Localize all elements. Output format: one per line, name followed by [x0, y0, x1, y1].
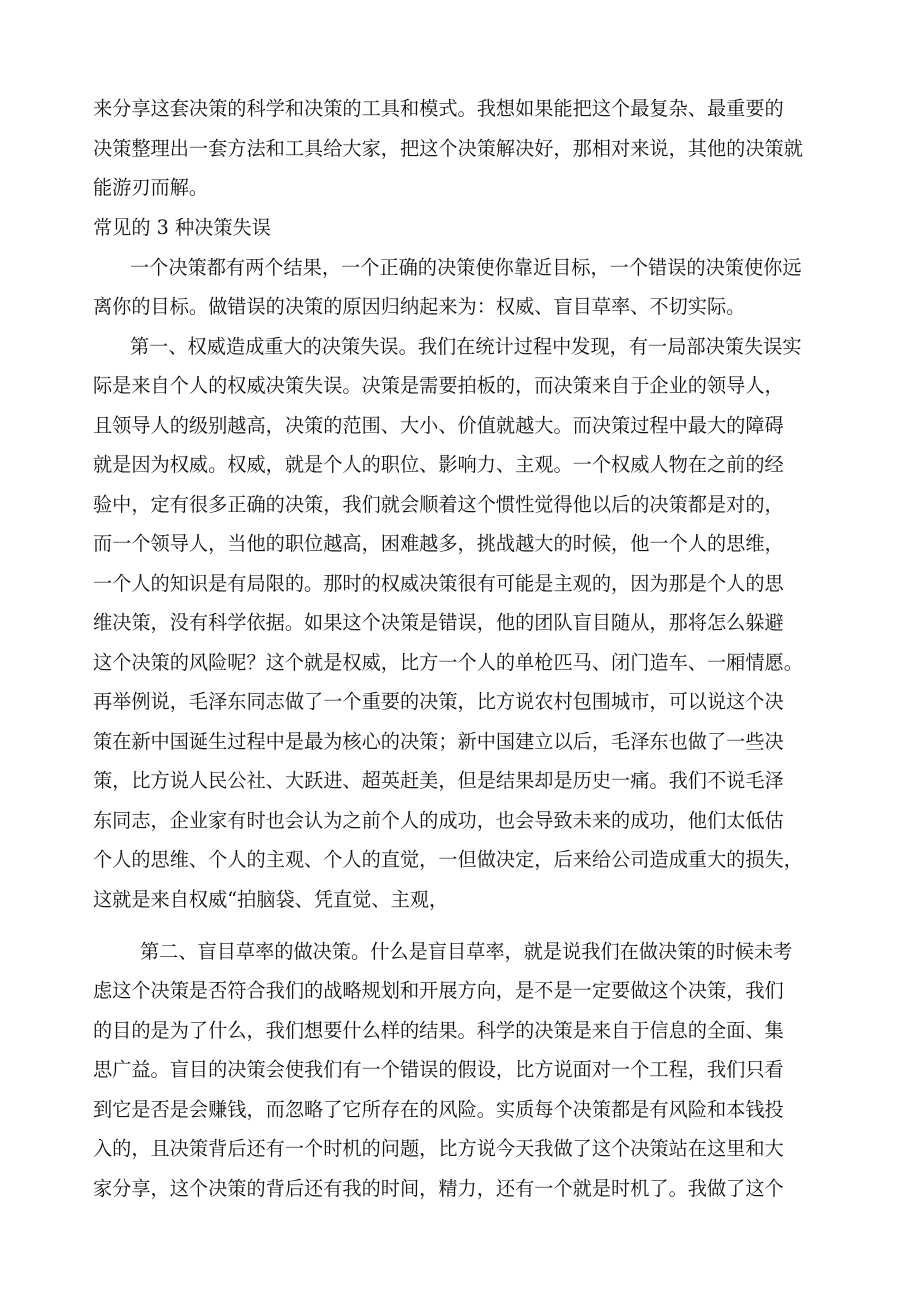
text-line: 这就是来自权威“拍脑袋、凭直觉、主观， — [93, 888, 449, 911]
text-line: 的目的是为了什么，我们想要什么样的结果。科学的决策是来自于信息的全面、集 — [93, 1019, 784, 1042]
text-line: 第二、盲目草率的做决策。什么是盲目草率，就是说我们在做决策的时候未考 — [140, 940, 793, 963]
text-line: 来分享这套决策的科学和决策的工具和模式。我想如果能把这个最复杂、最重要的 — [93, 97, 784, 120]
text-line: 入的，且决策背后还有一个时机的问题，比方说今天我做了这个决策站在这里和大 — [93, 1137, 784, 1160]
text-line: 家分享，这个决策的背后还有我的时间，精力，还有一个就是时机了。我做了这个 — [93, 1177, 784, 1200]
text-line: 策在新中国诞生过程中是最为核心的决策；新中国建立以后，毛泽东也做了一些决 — [93, 730, 784, 753]
text-line: 际是来自个人的权威决策失误。决策是需要拍板的，而决策来自于企业的领导人， — [93, 374, 784, 397]
text-line: 而一个领导人，当他的职位越高，困难越多，挑战越大的时候，他一个人的思维， — [93, 532, 784, 555]
text-line: 就是因为权威。权威，就是个人的职位、影响力、主观。一个权威人物在之前的经 — [93, 453, 784, 476]
section-heading: 常见的 3 种决策失误 — [93, 216, 271, 239]
text-line: 虑这个决策是否符合我们的战略规划和开展方向，是不是一定要做这个决策，我们 — [93, 979, 784, 1002]
text-line: 决策整理出一套方法和工具给大家，把这个决策解决好，那相对来说，其他的决策就 — [93, 137, 803, 160]
text-line: 能游刃而解。 — [93, 176, 209, 199]
text-line: 离你的目标。做错误的决策的原因归纳起来为：权威、盲目草率、不切实际。 — [93, 295, 746, 318]
text-line: 且领导人的级别越高，决策的范围、大小、价值就越大。而决策过程中最大的障碍 — [93, 414, 784, 437]
text-line: 东同志，企业家有时也会认为之前个人的成功，也会导致未来的成功，他们太低估 — [93, 809, 784, 832]
text-line: 一个决策都有两个结果，一个正确的决策使你靠近目标，一个错误的决策使你远 — [130, 256, 802, 279]
text-line: 策，比方说人民公社、大跃进、超英赶美，但是结果却是历史一痛。我们不说毛泽 — [93, 769, 784, 792]
text-line: 一个人的知识是有局限的。那时的权威决策很有可能是主观的，因为那是个人的思 — [93, 572, 784, 595]
text-line: 再举例说，毛泽东同志做了一个重要的决策，比方说农村包围城市，可以说这个决 — [93, 690, 784, 713]
text-line: 个人的思维、个人的主观、个人的直觉，一但做决定，后来给公司造成重大的损失， — [93, 848, 803, 871]
text-line: 第一、权威造成重大的决策失误。我们在统计过程中发现，有一局部决策失误实 — [130, 335, 802, 358]
text-line: 这个决策的风险呢？这个就是权威，比方一个人的单枪匹马、闭门造车、一厢情愿。 — [93, 651, 803, 674]
text-line: 维决策，没有科学依据。如果这个决策是错误，他的团队盲目随从，那将怎么躲避 — [93, 611, 784, 634]
text-line: 思广益。盲目的决策会使我们有一个错误的假设，比方说面对一个工程，我们只看 — [93, 1058, 784, 1081]
text-line: 验中，定有很多正确的决策，我们就会顺着这个惯性觉得他以后的决策都是对的， — [93, 493, 784, 516]
text-line: 到它是否是会赚钱，而忽略了它所存在的风险。实质每个决策都是有风险和本钱投 — [93, 1098, 784, 1121]
